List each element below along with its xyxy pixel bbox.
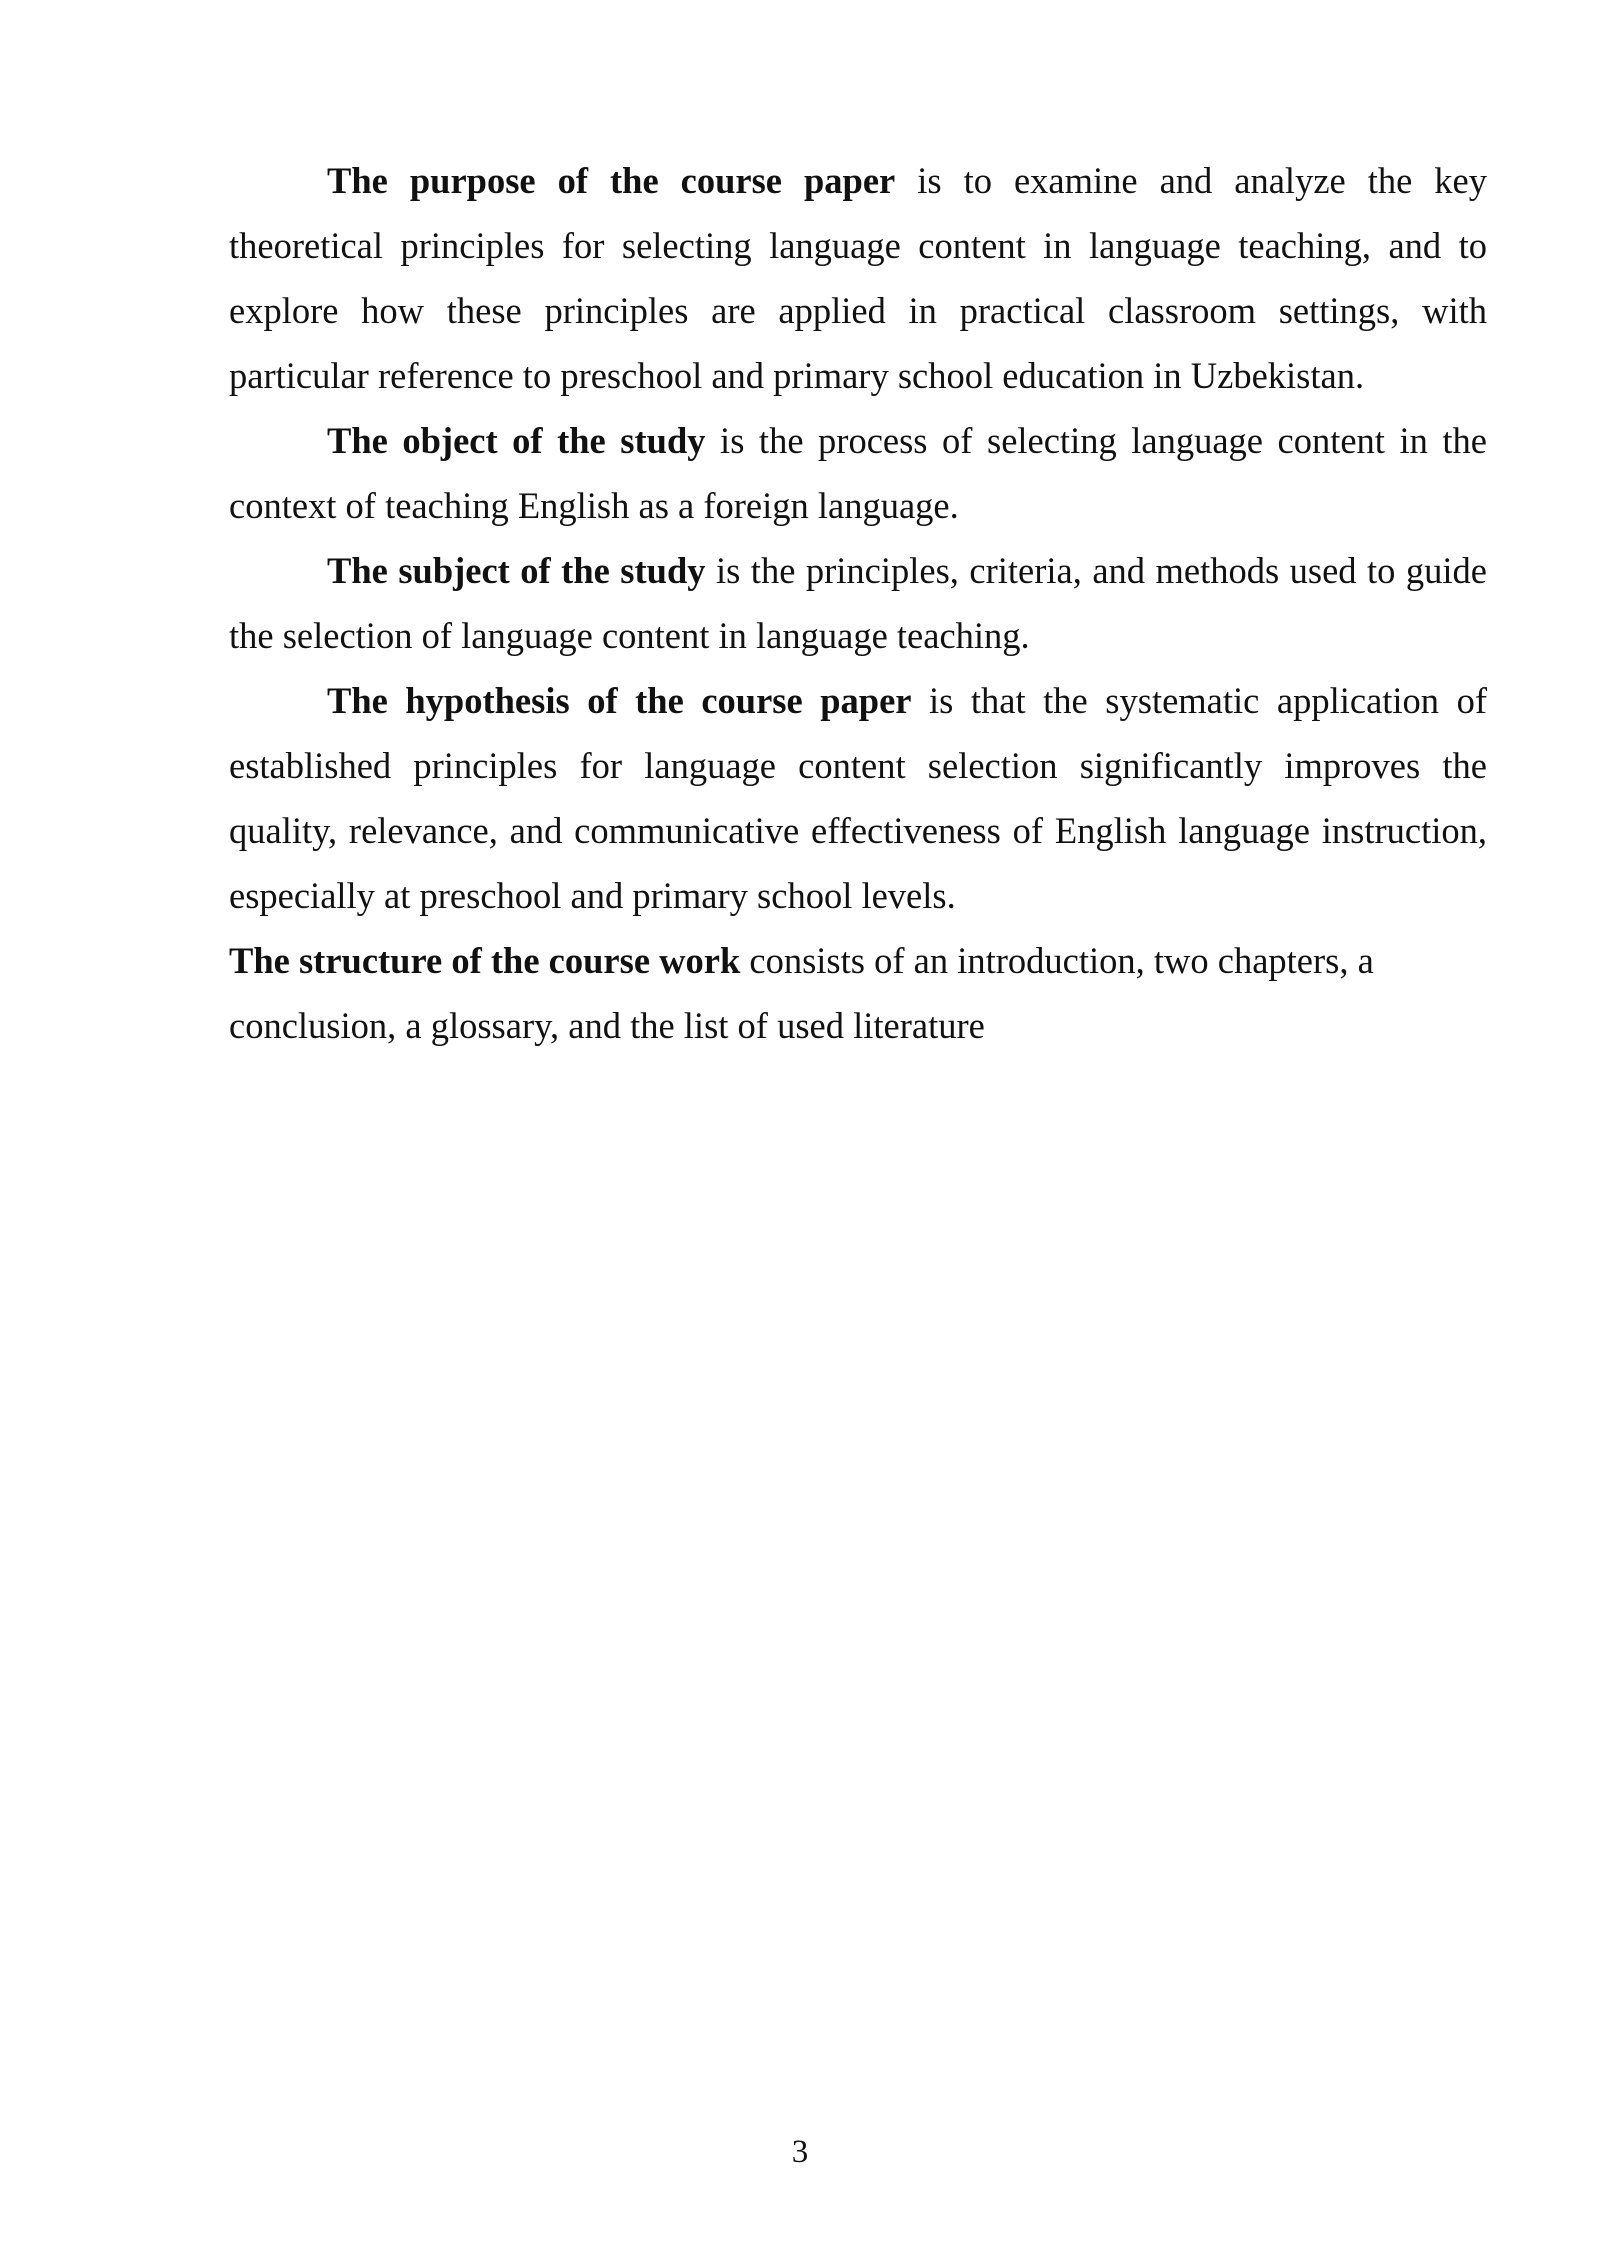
subject-heading: The subject of the study — [327, 550, 706, 591]
object-paragraph — [229, 408, 1487, 538]
structure-paragraph — [229, 928, 1487, 1058]
subject-paragraph — [229, 538, 1487, 668]
structure-text: consists of an introduction, two chapters, a conclusion, a glossary, and the list of used literature — [229, 940, 1374, 1046]
hypothesis-heading: The hypothesis of the course paper — [327, 680, 912, 721]
hypothesis-text: is that the systematic application of established principles for language content selection significantly improves the quality, relevance, and communicative effectiveness of English language instruction, especially at preschool and primary school levels. — [229, 680, 1487, 916]
purpose-paragraph — [229, 148, 1487, 408]
hypothesis-paragraph — [229, 668, 1487, 928]
structure-heading: The structure of the course work — [229, 940, 741, 981]
purpose-text: is to examine and analyze the key theoretical principles for selecting language content in language teaching, and to explore how these principles are applied in practical classroom settings, with particular reference to preschool and primary school education in Uzbekistan. — [229, 160, 1487, 396]
document-body — [229, 148, 1487, 1058]
object-heading: The object of the study — [327, 420, 706, 461]
page-number: 3 — [791, 2134, 809, 2170]
subject-text: is the principles, criteria, and methods used to guide the selection of language content in language teaching. — [229, 550, 1487, 656]
object-text: is the process of selecting language content in the context of teaching English as a foreign language. — [229, 420, 1487, 526]
purpose-heading: The purpose of the course paper — [327, 160, 896, 201]
